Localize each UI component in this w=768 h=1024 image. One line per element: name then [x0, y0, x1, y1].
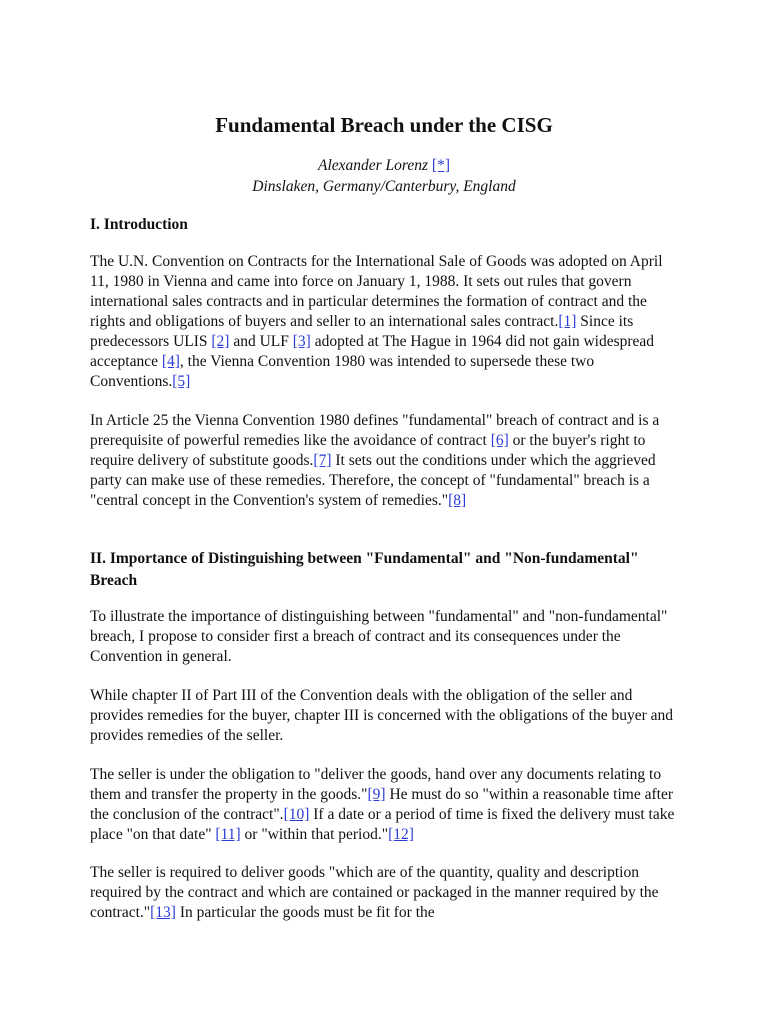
footnote-link[interactable]: [10] — [283, 806, 310, 823]
paragraph-text: adopted at The Hague in 1964 did not gain widespread acceptance — [90, 333, 655, 370]
footnote-link[interactable]: [5] — [172, 373, 191, 390]
paragraph — [90, 765, 680, 845]
paragraph-text: The U.N. Convention on Contracts for the International Sale of Goods was adopted on April 11, 1980 in Vienna and came into force on January 1, 1988. It sets out rules that govern international sales contracts and in particular determines the formation of contract and the rights and obligations of buyers and seller to an international sales contract. — [90, 253, 663, 330]
paragraph — [90, 686, 680, 746]
paragraph-text: In particular the goods must be fit for the — [175, 904, 435, 921]
footnote-link[interactable]: [1] — [558, 313, 577, 330]
paragraph — [90, 607, 680, 667]
paragraph — [90, 411, 680, 511]
footnote-link[interactable]: [2] — [211, 333, 230, 350]
author-affiliation: Dinslaken, Germany/Canterbury, England — [252, 178, 516, 195]
footnote-link[interactable]: [13] — [150, 904, 176, 921]
paragraph-text: , the Vienna Convention 1980 was intended to supersede these two Conventions. — [90, 353, 595, 390]
footnote-link[interactable]: [12] — [388, 826, 414, 843]
paragraph-text: The seller is required to deliver goods "which are of the quantity, quality and description required by the contract and which are contained or packaged in the manner required by the contract." — [90, 864, 659, 921]
paragraph-text: While chapter II of Part III of the Convention deals with the obligation of the seller and provides remedies for the buyer, chapter III is concerned with the obligations of the buyer and provides remedies of the seller. — [90, 687, 674, 744]
footnote-link[interactable]: [4] — [161, 353, 180, 370]
footnote-link[interactable]: [11] — [215, 826, 241, 843]
paragraph-text: or the buyer's right to require delivery of substitute goods. — [90, 432, 646, 469]
footnote-link[interactable]: [3] — [292, 333, 311, 350]
paragraph-text: He must do so "within a reasonable time after the conclusion of the contract". — [90, 786, 673, 823]
footnote-link[interactable]: [8] — [448, 492, 467, 509]
paragraph-text: It sets out the conditions under which the aggrieved party can make use of these remedies. Therefore, the concept of "fundamental" breach is a "central concept in the Convention's system of remedies." — [90, 452, 656, 509]
paragraph — [90, 863, 680, 923]
paragraph-text: In Article 25 the Vienna Convention 1980 defines "fundamental" breach of contract and is a prerequisite of powerful remedies like the avoidance of contract — [90, 412, 660, 449]
paragraph — [90, 252, 680, 392]
author-line — [0, 155, 768, 176]
author-block — [0, 155, 768, 197]
paragraph-text: or "within that period." — [240, 826, 389, 843]
paragraph-text: If a date or a period of time is fixed the delivery must take place "on that date" — [90, 806, 675, 843]
footnote-link[interactable]: [9] — [367, 786, 386, 803]
footnote-link[interactable]: [6] — [490, 432, 509, 449]
paragraph-text: and ULF — [229, 333, 293, 350]
paragraph-text: To illustrate the importance of distinguishing between "fundamental" and "non-fundamental" breach, I propose to consider first a breach of contract and its consequences under the Convention in general. — [90, 608, 668, 665]
footnote-link[interactable]: [7] — [313, 452, 332, 469]
author-name: Alexander Lorenz — [317, 157, 429, 174]
document-title: Fundamental Breach under the CISG — [215, 113, 553, 137]
section-heading-introduction: I. Introduction — [90, 216, 188, 233]
author-footnote-link[interactable]: [*] — [431, 157, 450, 174]
paragraph-text: Since its predecessors ULIS — [90, 313, 634, 350]
paragraph-text: The seller is under the obligation to "deliver the goods, hand over any documents relating to them and transfer the property in the goods." — [90, 766, 662, 803]
section-heading-importance: II. Importance of Distinguishing between "Fundamental" and "Non-fundamental" Breach — [90, 550, 639, 589]
